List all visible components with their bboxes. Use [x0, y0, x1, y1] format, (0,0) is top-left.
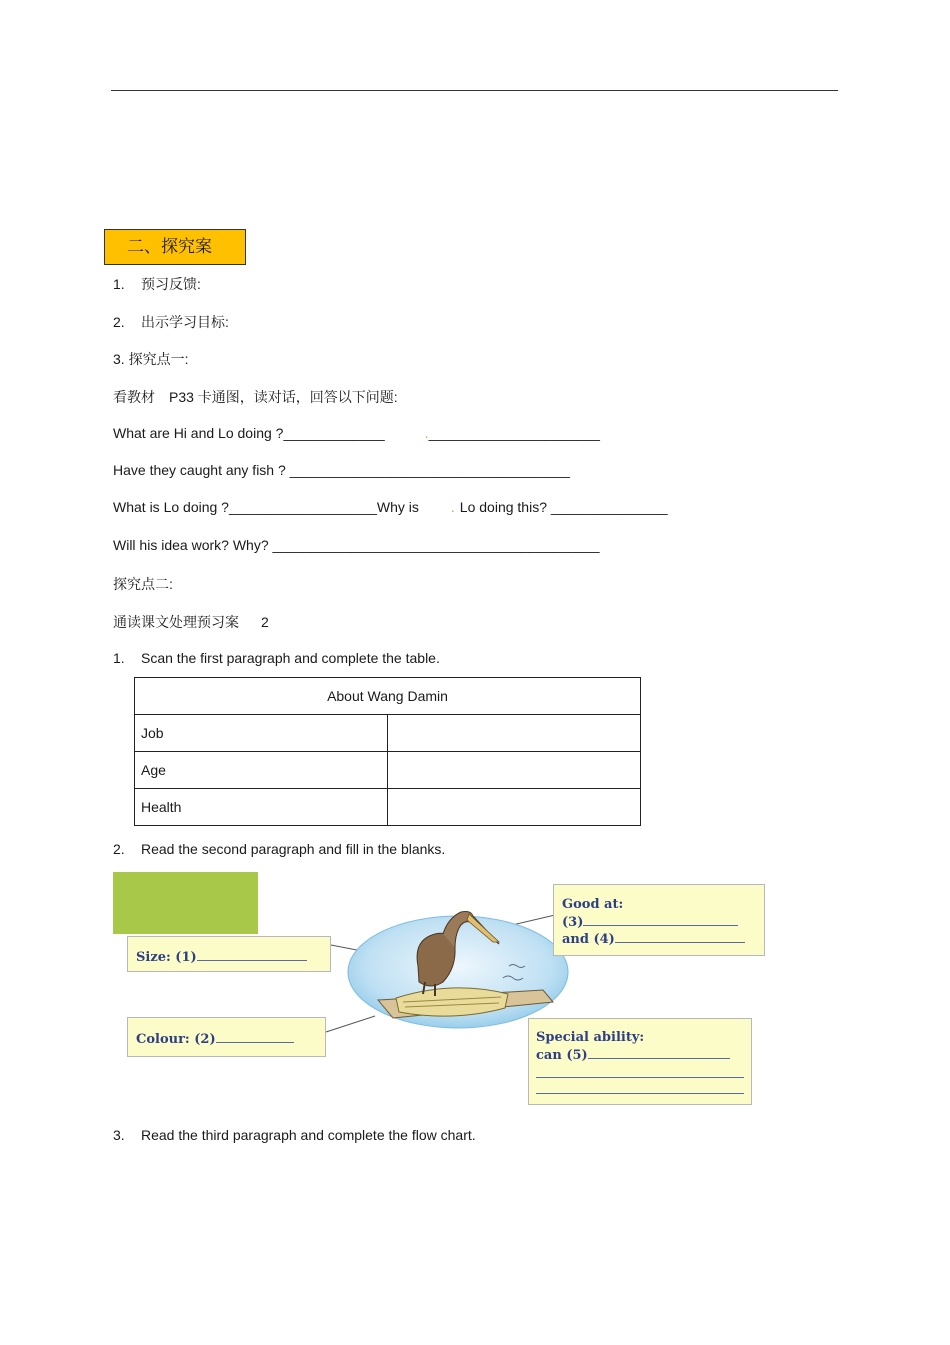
table-header-row — [135, 678, 641, 715]
instruction-a: 看教材 — [113, 389, 155, 405]
table-value-health[interactable] — [388, 789, 641, 826]
size-label: Size: (1) — [136, 950, 197, 965]
colour-box — [127, 1017, 326, 1057]
task-1 — [113, 650, 440, 666]
table-label-age: Age — [135, 752, 388, 789]
item-1-text: 预习反馈: — [141, 276, 201, 292]
table-label-health: Health — [135, 789, 388, 826]
task-3-text: Read the third paragraph and complete the flow chart. — [141, 1127, 476, 1143]
about-table — [134, 677, 641, 826]
special-ability-box — [528, 1018, 752, 1105]
item-2-number: 2. — [113, 314, 125, 330]
question-3-text-b: Lo doing this? _______________ — [459, 499, 668, 515]
instruction-b: P33 卡通图，读对话，回答以下问题: — [169, 389, 398, 405]
table-row — [135, 789, 641, 826]
question-3-text-a: What is Lo doing ?___________________Why is — [113, 499, 419, 515]
task-1-text: Scan the first paragraph and complete the table. — [141, 650, 440, 666]
question-4: Will his idea work? Why? __________________________________________ — [113, 537, 600, 553]
question-3-dot: . — [450, 499, 455, 515]
item-1 — [113, 274, 201, 294]
task-1-number: 1. — [113, 650, 125, 666]
colour-label: Colour: (2) — [136, 1032, 216, 1047]
header-rule — [111, 90, 838, 91]
size-blank[interactable] — [197, 948, 307, 961]
section-title: 二、探究案 — [104, 229, 246, 265]
task-2 — [113, 841, 445, 857]
point-2-sub-b: 2 — [261, 614, 269, 630]
item-3: 3. 探究点一: — [113, 351, 189, 367]
connector-colour — [326, 1016, 375, 1032]
table-value-age[interactable] — [388, 752, 641, 789]
colour-blank[interactable] — [216, 1030, 294, 1043]
question-3 — [113, 499, 668, 515]
good-at-3-blank[interactable] — [583, 913, 738, 926]
special-ability-label: Special ability: — [536, 1030, 645, 1045]
special-blank-line[interactable] — [536, 1077, 744, 1078]
task-3-number: 3. — [113, 1127, 125, 1143]
point-2-sub-a: 通读课文处理预习案 — [113, 614, 239, 630]
point-2-title: 探究点二: — [113, 576, 173, 592]
table-row — [135, 752, 641, 789]
table-row — [135, 715, 641, 752]
special-5-label: can (5) — [536, 1048, 588, 1063]
instruction — [113, 387, 398, 407]
table-label-job: Job — [135, 715, 388, 752]
task-2-number: 2. — [113, 841, 125, 857]
good-at-box — [553, 884, 765, 956]
table-header: About Wang Damin — [135, 678, 641, 715]
good-at-4-label: and (4) — [562, 932, 615, 947]
question-1-text: What are Hi and Lo doing ?_____________ — [113, 425, 385, 441]
question-1 — [113, 425, 600, 441]
item-2-text: 出示学习目标: — [141, 314, 229, 330]
question-2: Have they caught any fish ? ____________________________________ — [113, 462, 570, 478]
item-2 — [113, 312, 229, 332]
size-box — [127, 936, 331, 972]
question-1-blank[interactable]: ______________________ — [428, 425, 600, 441]
good-at-4-blank[interactable] — [615, 930, 745, 943]
question-1-dot: . — [424, 425, 429, 441]
item-1-number: 1. — [113, 276, 125, 292]
table-value-job[interactable] — [388, 715, 641, 752]
special-5-blank[interactable] — [588, 1046, 730, 1059]
task-3 — [113, 1127, 476, 1143]
special-blank-line[interactable] — [536, 1093, 744, 1094]
point-2-sub — [113, 612, 269, 632]
good-at-label: Good at: — [562, 897, 624, 912]
good-at-3-label: (3) — [562, 915, 584, 930]
task-2-text: Read the second paragraph and fill in the blanks. — [141, 841, 446, 857]
